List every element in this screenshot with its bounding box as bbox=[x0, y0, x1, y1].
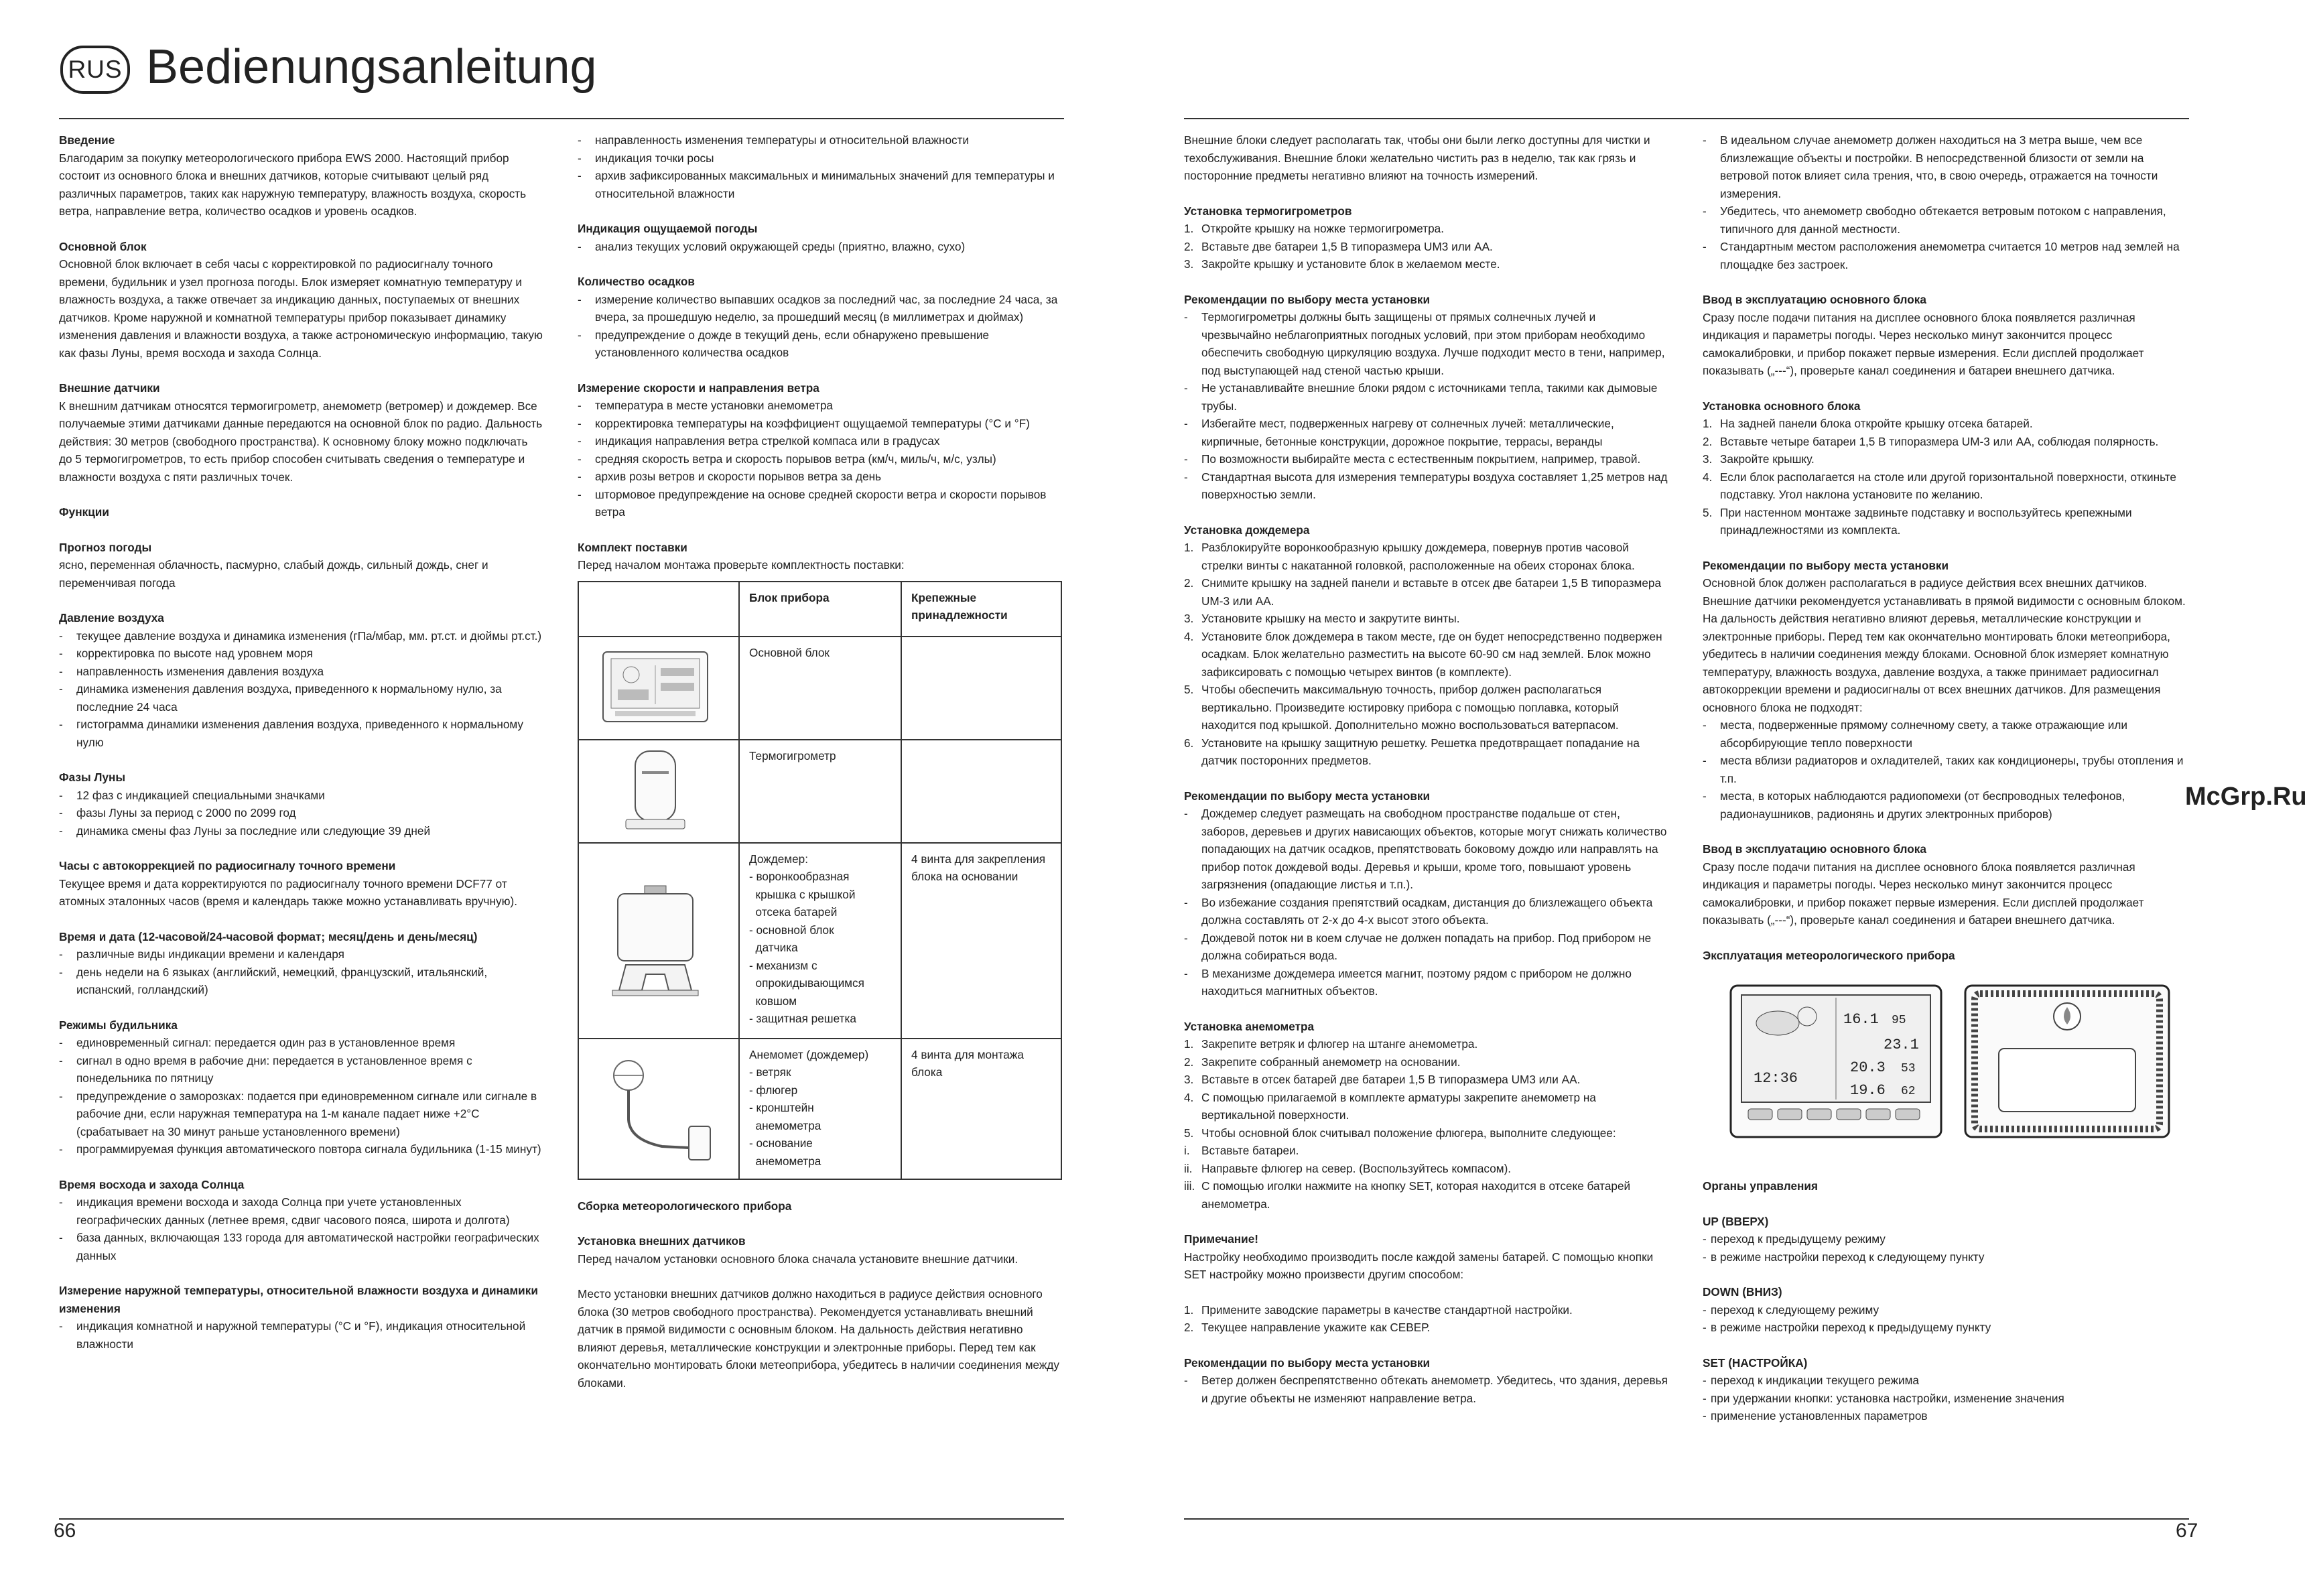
paragraph: Внешние блоки следует располагать так, чтобы они были легко доступны для чистки и техобслуживания. Внешние блоки желательно чистить раз в неделю, так как грязь и посторонние предметы негативно влияют на точность измерений. bbox=[1184, 133, 1650, 182]
kit-col-unit: Блок прибора bbox=[739, 582, 901, 637]
section bbox=[1184, 1301, 1668, 1337]
section bbox=[59, 539, 543, 592]
device-button bbox=[1807, 1109, 1831, 1120]
section bbox=[1184, 1230, 1668, 1284]
column-4-bottom bbox=[1703, 1177, 2189, 1425]
section bbox=[1703, 1354, 2189, 1425]
kit-acc-3: 4 винта для монтажа блока bbox=[911, 1047, 1024, 1079]
section bbox=[59, 609, 543, 751]
list-item: 1. На задней панели блока откройте крышку отсека батарей. bbox=[1703, 417, 2033, 430]
list-item: 5. Чтобы основной блок считывал положение флюгера, выполните следующее: bbox=[1184, 1126, 1616, 1140]
section bbox=[1703, 397, 2189, 539]
section-heading: Внешние датчики bbox=[59, 381, 160, 395]
section-heading: Эксплуатация метеорологического прибора bbox=[1703, 948, 1955, 962]
kit-unit-line: - кронштейн bbox=[749, 1101, 814, 1114]
list-item: - динамика изменения давления воздуха, приведенного к нормальному нулю, за последние 24 часа bbox=[59, 682, 502, 714]
list-item: 2. Вставьте четыре батареи 1,5 В типоразмера UM-3 или АА, соблюдая полярность. bbox=[1703, 434, 2159, 448]
list-item: - места, подверженные прямому солнечному свету, а также отражающие или абсорбирующие тепло поверхности bbox=[1703, 718, 2128, 750]
section bbox=[578, 1232, 1064, 1268]
column-1 bbox=[59, 131, 543, 1370]
section-heading: Прогноз погоды bbox=[59, 540, 152, 554]
section bbox=[578, 1285, 1064, 1392]
paragraph: ясно, переменная облачность, пасмурно, слабый дождь, сильный дождь, снег и переменчивая погода bbox=[59, 558, 488, 590]
section bbox=[1184, 787, 1668, 1000]
section bbox=[59, 1016, 543, 1158]
list-item: 2. Снимите крышку на задней панели и вставьте в отсек две батареи 1,5 В типоразмера UM-3 или АА. bbox=[1184, 576, 1662, 608]
list-item: 5. При настенном монтаже задвиньте подставку и воспользуйтесь крепежными принадлежностями из комплекта. bbox=[1703, 505, 2132, 537]
section-heading: Количество осадков bbox=[578, 275, 695, 288]
list-item: - индикация точки росы bbox=[578, 151, 714, 165]
paragraph: Перед началом установки основного блока сначала установите внешние датчики. bbox=[578, 1252, 1018, 1266]
list-item: - направленность изменения температуры и относительной влажности bbox=[578, 133, 970, 147]
section-heading: Измерение наружной температуры, относительной влажности воздуха и динамики изменения bbox=[59, 1284, 538, 1315]
list-item: - анализ текущих условий окружающей среды (приятно, влажно, сухо) bbox=[578, 239, 966, 253]
lcd-temp-4: 19.6 bbox=[1850, 1082, 1886, 1099]
section bbox=[1184, 202, 1668, 273]
section bbox=[59, 503, 543, 521]
device-illustrations bbox=[1725, 982, 2189, 1149]
list-item: - индикация комнатной и наружной температуры (°С и °F), индикация относительной влажности bbox=[59, 1319, 526, 1351]
list-item: - гистограмма динамики изменения давления воздуха, приведенного к нормальному нулю bbox=[59, 718, 524, 749]
section bbox=[1703, 131, 2189, 273]
kit-unit-line: - флюгер bbox=[749, 1083, 798, 1097]
kit-unit-3 bbox=[749, 1046, 891, 1171]
list-item: - места, в которых наблюдаются радиопомехи (от беспроводных телефонов, радионаушников, радионянь и других электронных приборов) bbox=[1703, 789, 2125, 821]
list-item: - В идеальном случае анемометр должен находиться на 3 метра выше, чем все близлежащие объекты и постройки. В непосредственной близости от земли на ветровой поток влияет сила трения, что, в свою очередь, отражается на точности измерения. bbox=[1703, 133, 2158, 200]
lcd-temp-1: 16.1 bbox=[1843, 1011, 1879, 1028]
section-heading: Установка термогигрометров bbox=[1184, 204, 1352, 218]
section-heading: DOWN (ВНИЗ) bbox=[1703, 1285, 1782, 1299]
paragraph: Настройку необходимо производить после каждой замены батарей. С помощью кнопки SET настройку можно произвести другим способом: bbox=[1184, 1250, 1654, 1281]
kit-unit-2 bbox=[749, 850, 891, 1028]
list-item: - Термогигрометры должны быть защищены от прямых солнечных лучей и чрезвычайно неблагоприятных погодных условий, при этом приборам необходимо обеспечить свободную циркуляцию воздуха. Лучше подходит место в тени, например, под выступающей над стеной частью крыши. bbox=[1184, 310, 1665, 377]
list-item: - Стандартным местом расположения анемометра считается 10 метров над землей на площадке без застроек. bbox=[1703, 240, 2180, 271]
list-item: - индикация направления ветра стрелкой компаса или в градусах bbox=[578, 434, 940, 448]
section-heading: Примечание! bbox=[1184, 1232, 1259, 1246]
kit-table bbox=[578, 581, 1062, 1180]
list-item: - Убедитесь, что анемометр свободно обтекается ветровым потоком с направления, типичного для данной местности. bbox=[1703, 204, 2166, 236]
list-item: 3. Вставьте в отсек батарей две батареи 1,5 В типоразмера UM3 или АА. bbox=[1184, 1073, 1581, 1086]
section-heading: Давление воздуха bbox=[59, 611, 164, 624]
list-item: 2. Закрепите собранный анемометр на основании. bbox=[1184, 1055, 1461, 1069]
kit-unit-line: ковшом bbox=[749, 994, 797, 1008]
section bbox=[578, 131, 1064, 202]
list-item: - Стандартная высота для измерения температуры воздуха составляет 1,25 метров над поверхностью земли. bbox=[1184, 470, 1668, 501]
section-heading: Рекомендации по выбору места установки bbox=[1184, 1355, 1431, 1370]
list-item: - индикация времени восхода и захода Солнца при учете установленных географических данных (летнее время, сдвиг часового пояса, широта и долгота) bbox=[59, 1195, 510, 1227]
kit-unit-line: опрокидывающимся bbox=[749, 976, 864, 990]
list-item: - корректировка температуры на коэффициент ощущаемой температуры (°С и °F) bbox=[578, 416, 1030, 430]
list-item: 4. Установите блок дождемера в таком месте, где он будет непосредственно подвержен осадкам. Блок желательно разместить на высоте 60-90 см над землей. Блок можно зафиксировать с помощью четырех винтов (в комплекте). bbox=[1184, 629, 1662, 679]
kit-unit-0 bbox=[749, 644, 891, 662]
kit-unit-line: Дождемер: bbox=[749, 852, 808, 866]
header-rule bbox=[59, 118, 1064, 119]
section bbox=[59, 379, 543, 486]
list-item: - корректировка по высоте над уровнем моря bbox=[59, 647, 313, 660]
list-item: 6. Установите на крышку защитную решетку. Решетка предотвращает попадание на датчик посторонних предметов. bbox=[1184, 736, 1640, 767]
list-item: - средняя скорость ветра и скорость порывов ветра (км/ч, миль/ч, м/с, узлы) bbox=[578, 452, 996, 466]
kit-unit-line: Основной блок bbox=[749, 645, 830, 659]
device-button bbox=[1896, 1109, 1920, 1120]
list-item: - штормовое предупреждение на основе средней скорости ветра и скорости порывов ветра bbox=[578, 487, 1047, 519]
list-item: - при удержании кнопки: установка настройки, изменение значения bbox=[1703, 1391, 2064, 1405]
section bbox=[1703, 1283, 2189, 1337]
footer-rule bbox=[1184, 1518, 2189, 1520]
paragraph: Сразу после подачи питания на дисплее основного блока появляется различная индикация и параметры погоды. Через несколько минут закончится процесс самокалибровки, и прибор покажет первые измерения. Если дисплей продолжает показывать („---“), проверьте канал соединения и батареи внешнего датчика. bbox=[1703, 310, 2144, 377]
section bbox=[1184, 1354, 1668, 1408]
section bbox=[1703, 291, 2189, 380]
section-heading: Фазы Луны bbox=[59, 771, 126, 784]
lcd-clock: 12:36 bbox=[1754, 1070, 1798, 1087]
section-heading: Ввод в эксплуатацию основного блока bbox=[1703, 293, 1926, 306]
list-item: 2. Вставьте две батареи 1,5 В типоразмера UM3 или АА. bbox=[1184, 239, 1493, 253]
section bbox=[1703, 557, 2189, 823]
paragraph: Сразу после подачи питания на дисплее основного блока появляется различная индикация и параметры погоды. Через несколько минут закончится процесс самокалибровки, и прибор покажет первые измерения. Если дисплей продолжает показывать („---“), проверьте канал соединения и батареи внешнего датчика. bbox=[1703, 860, 2144, 927]
list-item: - температура в месте установки анемометра bbox=[578, 399, 833, 412]
list-item: 1. Разблокируйте воронкообразную крышку дождемера, повернув против часовой стрелки винты с накатанной головкой, расположенные на обеих сторонах блока. bbox=[1184, 541, 1635, 572]
page-title: Bedienungsanleitung bbox=[146, 40, 597, 94]
list-item: 1. Откройте крышку на ножке термогигрометра. bbox=[1184, 222, 1445, 235]
left-page bbox=[0, 0, 1124, 1596]
list-item: 4. Если блок располагается на столе или другой горизонтальной поверхности, откиньте подставку. Угол наклона установите по желанию. bbox=[1703, 470, 2176, 501]
kit-unit-line: - основной блок bbox=[749, 923, 834, 937]
list-item: - динамика смены фаз Луны за последние или следующие 39 дней bbox=[59, 823, 431, 838]
thermo-hygrometer-illustration bbox=[588, 747, 722, 834]
page-number-right: 67 bbox=[2176, 1520, 2198, 1542]
section-heading: Рекомендации по выбору места установки bbox=[1184, 789, 1431, 803]
section-heading: Органы управления bbox=[1703, 1179, 1818, 1193]
footer-rule bbox=[59, 1518, 1064, 1520]
section bbox=[59, 1176, 543, 1265]
list-item: - 12 фаз с индикацией специальными значками bbox=[59, 788, 325, 802]
section bbox=[578, 379, 1064, 521]
header-rule bbox=[1184, 118, 2189, 119]
device-button bbox=[1778, 1109, 1802, 1120]
kit-unit-line: отсека батарей bbox=[749, 905, 838, 919]
section bbox=[578, 1197, 1064, 1215]
column-4 bbox=[1703, 131, 2189, 1443]
list-item: - Дождемер следует размещать на свободном пространстве подальше от стен, заборов, деревьев и других нависающих объектов, которые могут снижать количество попадающих на датчик осадков, препятствовать боковому дождю или направлять на прибор поток дождевой воды. Деревья и крыши, кроме того, повышают уровень загрязнения (опадающие листья и т.п.). bbox=[1184, 807, 1667, 891]
kit-unit-1 bbox=[749, 747, 891, 765]
list-item: - переход к следующему режиму bbox=[1703, 1303, 1880, 1317]
section bbox=[59, 769, 543, 840]
column-4-top bbox=[1703, 131, 2189, 964]
weather-station-back-illustration bbox=[1960, 982, 2174, 1149]
section-heading: Установка внешних датчиков bbox=[578, 1234, 746, 1248]
column-2 bbox=[578, 131, 1064, 1409]
paragraph: Текущее время и дата корректируются по радиосигналу точного времени DCF77 от атомных эталонных часов (время и календарь также можно устанавливать вручную). bbox=[59, 876, 517, 908]
section bbox=[59, 131, 543, 220]
list-item: - программируемая функция автоматического повтора сигнала будильника (1-15 минут) bbox=[59, 1142, 541, 1156]
kit-unit-line: - механизм с bbox=[749, 958, 817, 972]
anemometer-illustration bbox=[588, 1046, 722, 1167]
kit-acc-2: 4 винта для закрепления блока на основании bbox=[911, 852, 1046, 883]
lcd-hum-2: 53 bbox=[1901, 1062, 1916, 1075]
list-item: 1. Примените заводские параметры в качестве стандартной настройки. bbox=[1184, 1303, 1573, 1317]
weather-station-front-illustration bbox=[1725, 982, 1947, 1149]
list-item: - предупреждение о дожде в текущий день, если обнаружено превышение установленного количества осадков bbox=[578, 328, 990, 359]
section-heading: Часы с автокоррекцией по радиосигналу точного времени bbox=[59, 859, 396, 872]
language-badge: RUS bbox=[60, 46, 130, 94]
watermark: McGrp.Ru bbox=[2185, 783, 2307, 811]
section-heading: Установка дождемера bbox=[1184, 523, 1310, 537]
rain-gauge-illustration bbox=[588, 880, 722, 1001]
section bbox=[1703, 1177, 2189, 1195]
paragraph: Место установки внешних датчиков должно находиться в радиусе действия основного блока (30 метров свободного пространства). Рекомендуется устанавливать внешний датчик в прямой видимости с основным блоком. На дальность действия негативно влияют деревья, металлические конструкции и электронные приборы. Перед тем как окончательно монтировать блоки метеоприбора, убедитесь в наличии соединения между блоками. bbox=[578, 1287, 1060, 1390]
kit-row bbox=[578, 843, 1061, 1039]
section-heading: Время и дата (12-часовой/24-часовой формат; месяц/день и день/месяц) bbox=[59, 929, 478, 943]
paragraph: К внешним датчикам относятся термогигрометр, анемометр (ветромер) и дождемер. Все получаемые этими датчиками данные передаются на основной блок по радио. Дальность действия: 30 метров (свободного пространства). К основному блоку можно подключать до 5 термогигрометров, то есть прибор способен считывать сведения о температуре и влажности воздуха с пяти различных точек. bbox=[59, 399, 543, 484]
list-item: - день недели на 6 языках (английский, немецкий, французский, итальянский, испанский, голландский) bbox=[59, 965, 488, 996]
device-button bbox=[1748, 1109, 1772, 1120]
list-item: - различные виды индикации времени и календаря bbox=[59, 947, 344, 961]
kit-row bbox=[578, 1039, 1061, 1179]
list-item: 2. Текущее направление укажите как СЕВЕР. bbox=[1184, 1321, 1431, 1334]
list-item: 3. Закройте крышку и установите блок в желаемом месте. bbox=[1184, 257, 1500, 271]
section bbox=[59, 928, 543, 999]
kit-unit-line: - защитная решетка bbox=[749, 1012, 856, 1025]
list-item: - архив зафиксированных максимальных и минимальных значений для температуры и относительной влажности bbox=[578, 169, 1055, 200]
section bbox=[1184, 1018, 1668, 1213]
section-heading: Рекомендации по выбору места установки bbox=[1703, 558, 1949, 572]
list-item: - Во избежание создания препятствий осадкам, дистанция до близлежащего объекта должна составлять от 2-х до 4-х высот этого объекта. bbox=[1184, 895, 1653, 927]
kit-unit-line: анемометра bbox=[749, 1154, 821, 1168]
page-number-left: 66 bbox=[54, 1520, 76, 1542]
section-heading: Время восхода и захода Солнца bbox=[59, 1177, 245, 1191]
section-heading: Рекомендации по выбору места установки bbox=[1184, 292, 1431, 306]
section bbox=[1703, 1213, 2189, 1266]
section-heading: Режимы будильника bbox=[59, 1018, 178, 1032]
list-item: iii. С помощью иголки нажмите на кнопку SET, которая находится в отсеке батарей анемометра. bbox=[1184, 1179, 1631, 1211]
kit-unit-line: Анемомет (дождемер) bbox=[749, 1047, 869, 1061]
section bbox=[1184, 291, 1668, 504]
section bbox=[1703, 947, 2189, 965]
list-item: 3. Закройте крышку. bbox=[1703, 452, 1815, 466]
paragraph: Основной блок должен располагаться в радиусе действия всех внешних датчиков. Внешние датчики рекомендуется устанавливать в прямой видимости с основным блоком. На дальность действия негативно влияют деревья, металлические конструкции и электронные приборы. Перед тем как окончательно монтировать блоки метеоприбора, убедитесь в наличии соединения между блоками. Основной блок измеряет комнатную температуру, влажность воздуха, давление воздуха, а также принимает радиосигнал автокоррекции времени и радиосигналы от всех внешних датчиков. Для размещения основного блока не подходят: bbox=[1703, 576, 2186, 714]
list-item: - сигнал в одно время в рабочие дни: передается в установленное время с понедельника по пятницу bbox=[59, 1053, 472, 1085]
list-item: - единовременный сигнал: передается один раз в установленное время bbox=[59, 1036, 456, 1049]
list-item: - Дождевой поток ни в коем случае не должен попадать на прибор. Под прибором не должна собираться вода. bbox=[1184, 931, 1652, 962]
section bbox=[1703, 840, 2189, 929]
section-heading: UP (ВВЕРХ) bbox=[1703, 1214, 1769, 1228]
section-heading: Измерение скорости и направления ветра bbox=[578, 381, 819, 395]
section bbox=[59, 1282, 543, 1353]
kit-unit-line: Термогигрометр bbox=[749, 748, 836, 762]
list-item: - база данных, включающая 133 города для автоматической настройки географических данных bbox=[59, 1231, 539, 1262]
section-heading: Установка анемометра bbox=[1184, 1019, 1315, 1033]
kit-col-accessories: Крепежные принадлежности bbox=[901, 582, 1061, 637]
list-item: - направленность изменения давления воздуха bbox=[59, 664, 324, 678]
lcd-temp-3: 20.3 bbox=[1850, 1059, 1886, 1076]
paragraph: Основной блок включает в себя часы с корректировкой по радиосигналу точного времени, будильник и узел прогноза погоды. Блок измеряет комнатную температуру и влажность воздуха, а также отвечает за индикацию данных, поступаемых от внешних датчиков. Кроме наружной и комнатной температуры прибор показывает динамику изменения давления и влажности воздуха, а также астрономическую информацию, такую как фазы Луны, время восхода и захода Солнца. bbox=[59, 257, 543, 360]
kit-unit-line: - основание bbox=[749, 1136, 813, 1150]
list-item: - В механизме дождемера имеется магнит, поэтому рядом с прибором не должно находиться магнитных объектов. bbox=[1184, 966, 1632, 998]
device-button bbox=[1837, 1109, 1861, 1120]
lcd-temp-2: 23.1 bbox=[1884, 1037, 1919, 1053]
column-3 bbox=[1184, 131, 1668, 1424]
list-item: i. Вставьте батареи. bbox=[1184, 1144, 1299, 1157]
column-2-bottom bbox=[578, 1197, 1064, 1392]
list-item: - Не устанавливайте внешние блоки рядом с источниками тепла, такими как дымовые трубы. bbox=[1184, 381, 1658, 413]
kit-unit-line: крышка с крышкой bbox=[749, 887, 856, 901]
list-item: - предупреждение о заморозках: подается при единовременном сигнале или сигнале в рабочие дни, если наружная температура на 1-м канале падает ниже +2°С (срабатывает на 30 минут раньше установленного времени) bbox=[59, 1089, 537, 1138]
section bbox=[578, 273, 1064, 362]
list-item: 3. Установите крышку на место и закрутите винты. bbox=[1184, 612, 1460, 625]
kit-unit-line: - ветряк bbox=[749, 1065, 791, 1079]
kit-title: Комплект поставки bbox=[578, 540, 687, 554]
kit-row bbox=[578, 740, 1061, 843]
list-item: 1. Закрепите ветряк и флюгер на штанге анемометра. bbox=[1184, 1037, 1478, 1051]
list-item: - текущее давление воздуха и динамика изменения (гПа/мбар, мм. рт.ст. и дюймы рт.ст.) bbox=[59, 628, 542, 643]
list-item: - Избегайте мест, подверженных нагреву от солнечных лучей: металлические, кирпичные, бетонные конструкции, дорожное покрытие, террасы, веранды bbox=[1184, 417, 1614, 448]
list-item: - места вблизи радиаторов и охладителей, таких как кондиционеры, трубы отопления и т.п. bbox=[1703, 754, 2184, 785]
list-item: - Ветер должен беспрепятственно обтекать анемометр. Убедитесь, что здания, деревья и другие объекты не изменяют направление ветра. bbox=[1184, 1374, 1668, 1405]
list-item: - По возможности выбирайте места с естественным покрытием, например, травой. bbox=[1184, 452, 1641, 466]
section bbox=[1184, 131, 1668, 185]
list-item: - измерение количество выпавших осадков за последний час, за последние 24 часа, за вчера, за прошедшую неделю, за прошедший месяц (в миллиметрах и дюймах) bbox=[578, 292, 1058, 324]
list-item: - в режиме настройки переход к следующему пункту bbox=[1703, 1250, 1985, 1264]
section-heading: Сборка метеорологического прибора bbox=[578, 1199, 792, 1213]
section-heading: Введение bbox=[59, 133, 115, 147]
device-button bbox=[1866, 1109, 1890, 1120]
lcd-hum-3: 62 bbox=[1901, 1085, 1916, 1098]
kit-unit-line: анемометра bbox=[749, 1118, 821, 1132]
list-item: - переход к индикации текущего режима bbox=[1703, 1374, 1919, 1387]
section-heading: Индикация ощущаемой погоды bbox=[578, 222, 758, 235]
list-item: ii. Направьте флюгер на север. (Воспользуйтесь компасом). bbox=[1184, 1161, 1512, 1175]
list-item: - применение установленных параметров bbox=[1703, 1409, 1928, 1422]
section bbox=[578, 220, 1064, 255]
list-item: 5. Чтобы обеспечить максимальную точность, прибор должен располагаться вертикально. Произведите юстировку прибора с помощью поплавка, который находится под крышкой. Дополнительно можно воспользоваться ватерпасом. bbox=[1184, 683, 1619, 732]
section bbox=[1184, 521, 1668, 770]
section bbox=[59, 857, 543, 911]
right-page bbox=[1125, 0, 2307, 1596]
section-heading: Ввод в эксплуатацию основного блока bbox=[1703, 842, 1926, 856]
list-item: 4. С помощью прилагаемой в комплекте арматуры закрепите анемометр на вертикальной поверхности. bbox=[1184, 1090, 1596, 1122]
kit-row bbox=[578, 637, 1061, 740]
section-heading: Установка основного блока bbox=[1703, 399, 1861, 413]
section-heading: SET (НАСТРОЙКА) bbox=[1703, 1355, 1808, 1370]
section-heading: Функции bbox=[59, 505, 109, 519]
kit-intro: Перед началом монтажа проверьте комплектность поставки: bbox=[578, 558, 905, 572]
section bbox=[59, 238, 543, 362]
paragraph: Благодарим за покупку метеорологического прибора EWS 2000. Настоящий прибор состоит из основного блока и внешних датчиков, которые считывают целый ряд различных параметров, таких как наружную температуру, влажность воздуха, скорость ветра, направление ветра, количество осадков и уровень осадков. bbox=[59, 151, 527, 218]
list-item: - переход к предыдущему режиму bbox=[1703, 1232, 1886, 1246]
lcd-hum-1: 95 bbox=[1892, 1014, 1906, 1027]
list-item: - в режиме настройки переход к предыдущему пункту bbox=[1703, 1321, 1991, 1334]
column-2-top bbox=[578, 131, 1064, 521]
list-item: - архив розы ветров и скорости порывов ветра за день bbox=[578, 470, 882, 483]
section-heading: Основной блок bbox=[59, 239, 147, 253]
kit-unit-line: - воронкообразная bbox=[749, 870, 850, 883]
list-item: - фазы Луны за период с 2000 по 2099 год bbox=[59, 806, 296, 819]
kit-unit-line: датчика bbox=[749, 941, 798, 954]
kit-header-row bbox=[578, 582, 1061, 637]
main-unit-illustration bbox=[588, 644, 722, 731]
